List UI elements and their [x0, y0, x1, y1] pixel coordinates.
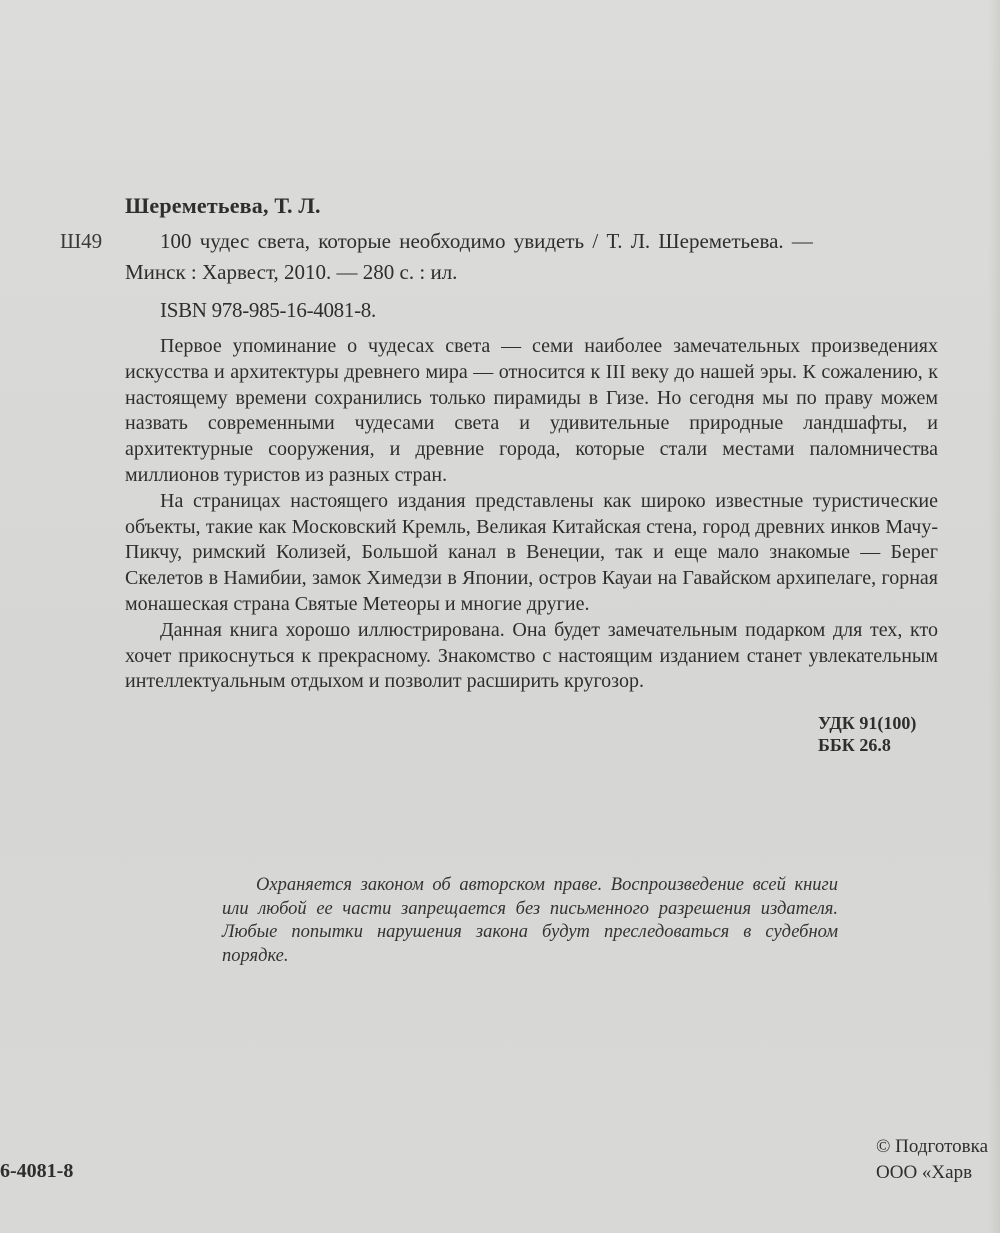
page-edge-shadow — [988, 0, 1000, 1233]
footer-isbn-fragment: 6-4081-8 — [0, 1160, 74, 1182]
footer-right-line-1: © Подготовка — [876, 1136, 988, 1157]
bibliographic-line-2: Минск : Харвест, 2010. — 280 с. : ил. — [125, 260, 458, 284]
copyright-text: Охраняется законом об авторском праве. Воспроизведение всей книги или любой ее части запрещается без письменного разрешения издателя. Любые попытки нарушения закона будут преследоваться в судебном порядке. — [222, 875, 838, 966]
annotation-paragraph: На страницах настоящего издания представлены как широко известные туристические объекты, такие как Московский Кремль, Великая Китайская стена, город древних инков Мачу-Пикчу, римский Колизей, Большой канал в Венеции, так и еще мало знакомые — Берег Скелетов в Намибии, замок Химедзи в Японии, остров Кауаи на Гавайском архипелаге, горная монашеская страна Святые Метеоры и многие другие. — [125, 489, 938, 615]
copyright-notice — [222, 874, 838, 968]
isbn: ISBN 978-985-16-4081-8. — [160, 298, 376, 322]
annotation-paragraph: Первое упоминание о чудесах света — семи наиболее замечательных произведениях искусства и архитектуры древнего мира — относится к III веку до нашей эры. К сожалению, к настоящему времени сохранились только пирамиды в Гизе. Но сегодня мы по праву можем назвать современными чудесами света и удивительные природные ландшафты, и архитектурные сооружения, и древние города, которые стали местами паломничества миллионов туристов из разных стран. — [125, 335, 938, 486]
classification-codes — [818, 712, 916, 756]
footer-right-line-2: ООО «Харв — [876, 1162, 973, 1183]
author-heading: Шереметьева, Т. Л. — [125, 193, 321, 218]
annotation-paragraph: Данная книга хорошо иллюстрирована. Она будет замечательным подарком для тех, кто хочет прикоснуться к прекрасному. Знакомство с настоящим изданием станет увлекательным интеллектуальным отдыхом и позволит расширить кругозор. — [125, 618, 938, 693]
bibliographic-line-1: 100 чудес света, которые необходимо увидеть / Т. Л. Шереметьева. — — [160, 229, 813, 253]
bbk-code: ББК 26.8 — [818, 735, 891, 755]
annotation — [125, 334, 938, 695]
udk-code: УДК 91(100) — [818, 713, 917, 733]
footer-publisher — [876, 1134, 988, 1186]
author-code: Ш49 — [60, 229, 103, 253]
